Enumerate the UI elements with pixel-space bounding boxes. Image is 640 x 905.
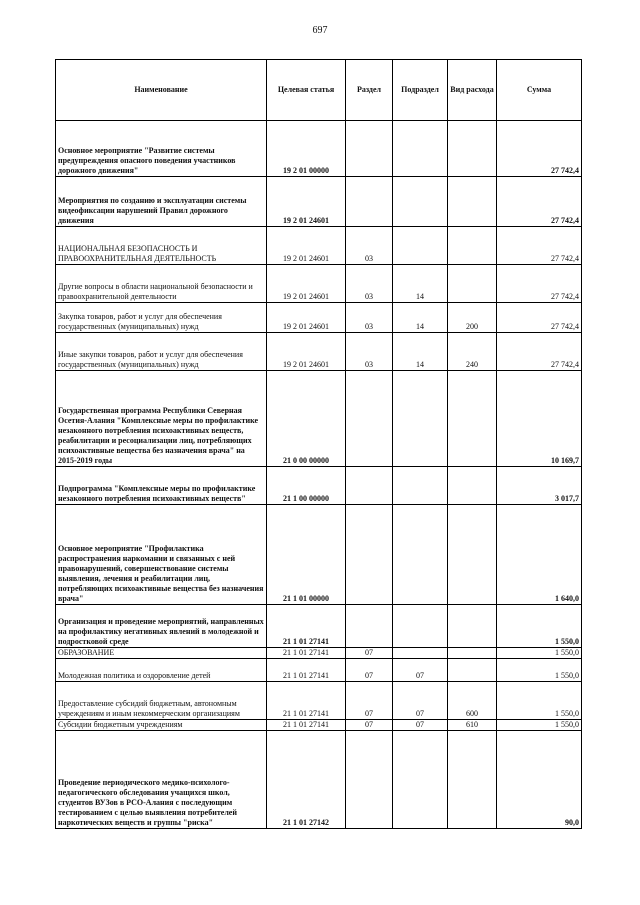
cell-section: 07: [346, 682, 393, 720]
cell-kind: [448, 505, 497, 605]
cell-name: Основное мероприятие "Профилактика распространения наркомании и связанных с ней правонарушений, совершенствование системы выявления, лечения и реабилитации лиц, потребляющих психоактивные вещества без назначения врача": [56, 505, 267, 605]
table-row: [56, 303, 582, 333]
cell-sum: 27 742,4: [497, 227, 582, 265]
cell-section: 03: [346, 333, 393, 371]
cell-subsection: [393, 227, 448, 265]
cell-target: 19 2 01 00000: [267, 121, 346, 177]
cell-kind: [448, 371, 497, 467]
cell-kind: [448, 731, 497, 829]
cell-sum: 10 169,7: [497, 371, 582, 467]
cell-sum: 27 742,4: [497, 177, 582, 227]
cell-name: Мероприятия по созданию и эксплуатации системы видеофиксации нарушений Правил дорожного движения: [56, 177, 267, 227]
cell-name: Государственная программа Республики Северная Осетия-Алания "Комплексные меры по профилактике незаконного потребления психоактивных веществ, реабилитации и ресоциализации лиц, потребляющих психоактивные вещества без назначения врача" на 2015-2019 годы: [56, 371, 267, 467]
cell-target: 19 2 01 24601: [267, 177, 346, 227]
cell-target: 21 0 00 00000: [267, 371, 346, 467]
table-row: [56, 227, 582, 265]
cell-subsection: 07: [393, 659, 448, 682]
cell-target: 19 2 01 24601: [267, 333, 346, 371]
cell-section: 07: [346, 659, 393, 682]
cell-name: Молодежная политика и оздоровление детей: [56, 659, 267, 682]
cell-target: 21 1 01 27141: [267, 648, 346, 659]
cell-section: 07: [346, 720, 393, 731]
cell-sum: 3 017,7: [497, 467, 582, 505]
table-row: [56, 265, 582, 303]
table-header-row: [56, 60, 582, 121]
cell-kind: [448, 121, 497, 177]
cell-target: 21 1 01 27142: [267, 731, 346, 829]
cell-section: [346, 371, 393, 467]
table-row: [56, 648, 582, 659]
cell-subsection: [393, 505, 448, 605]
cell-kind: 610: [448, 720, 497, 731]
cell-section: [346, 177, 393, 227]
cell-kind: [448, 227, 497, 265]
cell-name: Проведение периодического медико-психолого-педагогического обследования учащихся школ, студентов ВУЗов в РСО-Алания с последующим тестированием с целью выявления потребителей наркотических веществ и группы "риска": [56, 731, 267, 829]
cell-subsection: [393, 121, 448, 177]
cell-kind: 240: [448, 333, 497, 371]
page-number: 697: [312, 25, 328, 36]
table-row: [56, 720, 582, 731]
table-row: [56, 605, 582, 648]
cell-sum: 27 742,4: [497, 303, 582, 333]
header-subsection: Подраздел: [393, 60, 448, 121]
cell-section: 03: [346, 227, 393, 265]
cell-target: 21 1 00 00000: [267, 467, 346, 505]
cell-section: [346, 121, 393, 177]
table-row: [56, 333, 582, 371]
cell-sum: 1 550,0: [497, 720, 582, 731]
cell-section: 03: [346, 265, 393, 303]
cell-target: 21 1 01 27141: [267, 605, 346, 648]
table-row: [56, 121, 582, 177]
table-row: [56, 682, 582, 720]
cell-kind: [448, 467, 497, 505]
cell-section: [346, 505, 393, 605]
table-row: [56, 731, 582, 829]
cell-name: ОБРАЗОВАНИЕ: [56, 648, 267, 659]
cell-name: Предоставление субсидий бюджетным, автономным учреждениям и иным некоммерческим организациям: [56, 682, 267, 720]
cell-name: Другие вопросы в области национальной безопасности и правоохранительной деятельности: [56, 265, 267, 303]
cell-target: 19 2 01 24601: [267, 227, 346, 265]
cell-subsection: [393, 731, 448, 829]
cell-subsection: 14: [393, 265, 448, 303]
header-sum: Сумма: [497, 60, 582, 121]
cell-name: Субсидии бюджетным учреждениям: [56, 720, 267, 731]
table-row: [56, 371, 582, 467]
cell-subsection: [393, 605, 448, 648]
cell-subsection: 07: [393, 720, 448, 731]
cell-subsection: [393, 648, 448, 659]
cell-kind: [448, 659, 497, 682]
cell-subsection: [393, 467, 448, 505]
table-row: [56, 467, 582, 505]
cell-section: 07: [346, 648, 393, 659]
cell-sum: 90,0: [497, 731, 582, 829]
header-section: Раздел: [346, 60, 393, 121]
cell-subsection: 14: [393, 303, 448, 333]
cell-name: Иные закупки товаров, работ и услуг для обеспечения государственных (муниципальных) нужд: [56, 333, 267, 371]
cell-kind: [448, 265, 497, 303]
cell-sum: 27 742,4: [497, 265, 582, 303]
cell-target: 19 2 01 24601: [267, 303, 346, 333]
cell-target: 19 2 01 24601: [267, 265, 346, 303]
cell-section: [346, 605, 393, 648]
cell-name: Основное мероприятие "Развитие системы предупреждения опасного поведения участников дорожного движения": [56, 121, 267, 177]
cell-sum: 1 550,0: [497, 659, 582, 682]
header-target: Целевая статья: [267, 60, 346, 121]
cell-sum: 27 742,4: [497, 121, 582, 177]
cell-kind: 600: [448, 682, 497, 720]
cell-sum: 1 550,0: [497, 648, 582, 659]
cell-kind: [448, 605, 497, 648]
cell-name: Закупка товаров, работ и услуг для обеспечения государственных (муниципальных) нужд: [56, 303, 267, 333]
cell-name: Подпрограмма "Комплексные меры по профилактике незаконного потребления психоактивных веществ": [56, 467, 267, 505]
cell-kind: [448, 177, 497, 227]
cell-kind: 200: [448, 303, 497, 333]
cell-section: [346, 731, 393, 829]
cell-subsection: [393, 371, 448, 467]
cell-target: 21 1 01 00000: [267, 505, 346, 605]
cell-subsection: [393, 177, 448, 227]
header-name: Наименование: [56, 60, 267, 121]
cell-target: 21 1 01 27141: [267, 720, 346, 731]
cell-subsection: 14: [393, 333, 448, 371]
table-row: [56, 659, 582, 682]
cell-target: 21 1 01 27141: [267, 682, 346, 720]
table-body: [56, 121, 582, 829]
budget-table: [55, 59, 582, 829]
cell-target: 21 1 01 27141: [267, 659, 346, 682]
cell-name: Организация и проведение мероприятий, направленных на профилактику негативных явлений в молодежной и подростковой среде: [56, 605, 267, 648]
cell-section: [346, 467, 393, 505]
table-row: [56, 505, 582, 605]
table-row: [56, 177, 582, 227]
cell-name: НАЦИОНАЛЬНАЯ БЕЗОПАСНОСТЬ И ПРАВООХРАНИТЕЛЬНАЯ ДЕЯТЕЛЬНОСТЬ: [56, 227, 267, 265]
header-kind: Вид расхода: [448, 60, 497, 121]
cell-kind: [448, 648, 497, 659]
cell-sum: 1 550,0: [497, 605, 582, 648]
cell-subsection: 07: [393, 682, 448, 720]
cell-sum: 27 742,4: [497, 333, 582, 371]
cell-sum: 1 550,0: [497, 682, 582, 720]
cell-sum: 1 640,0: [497, 505, 582, 605]
cell-section: 03: [346, 303, 393, 333]
